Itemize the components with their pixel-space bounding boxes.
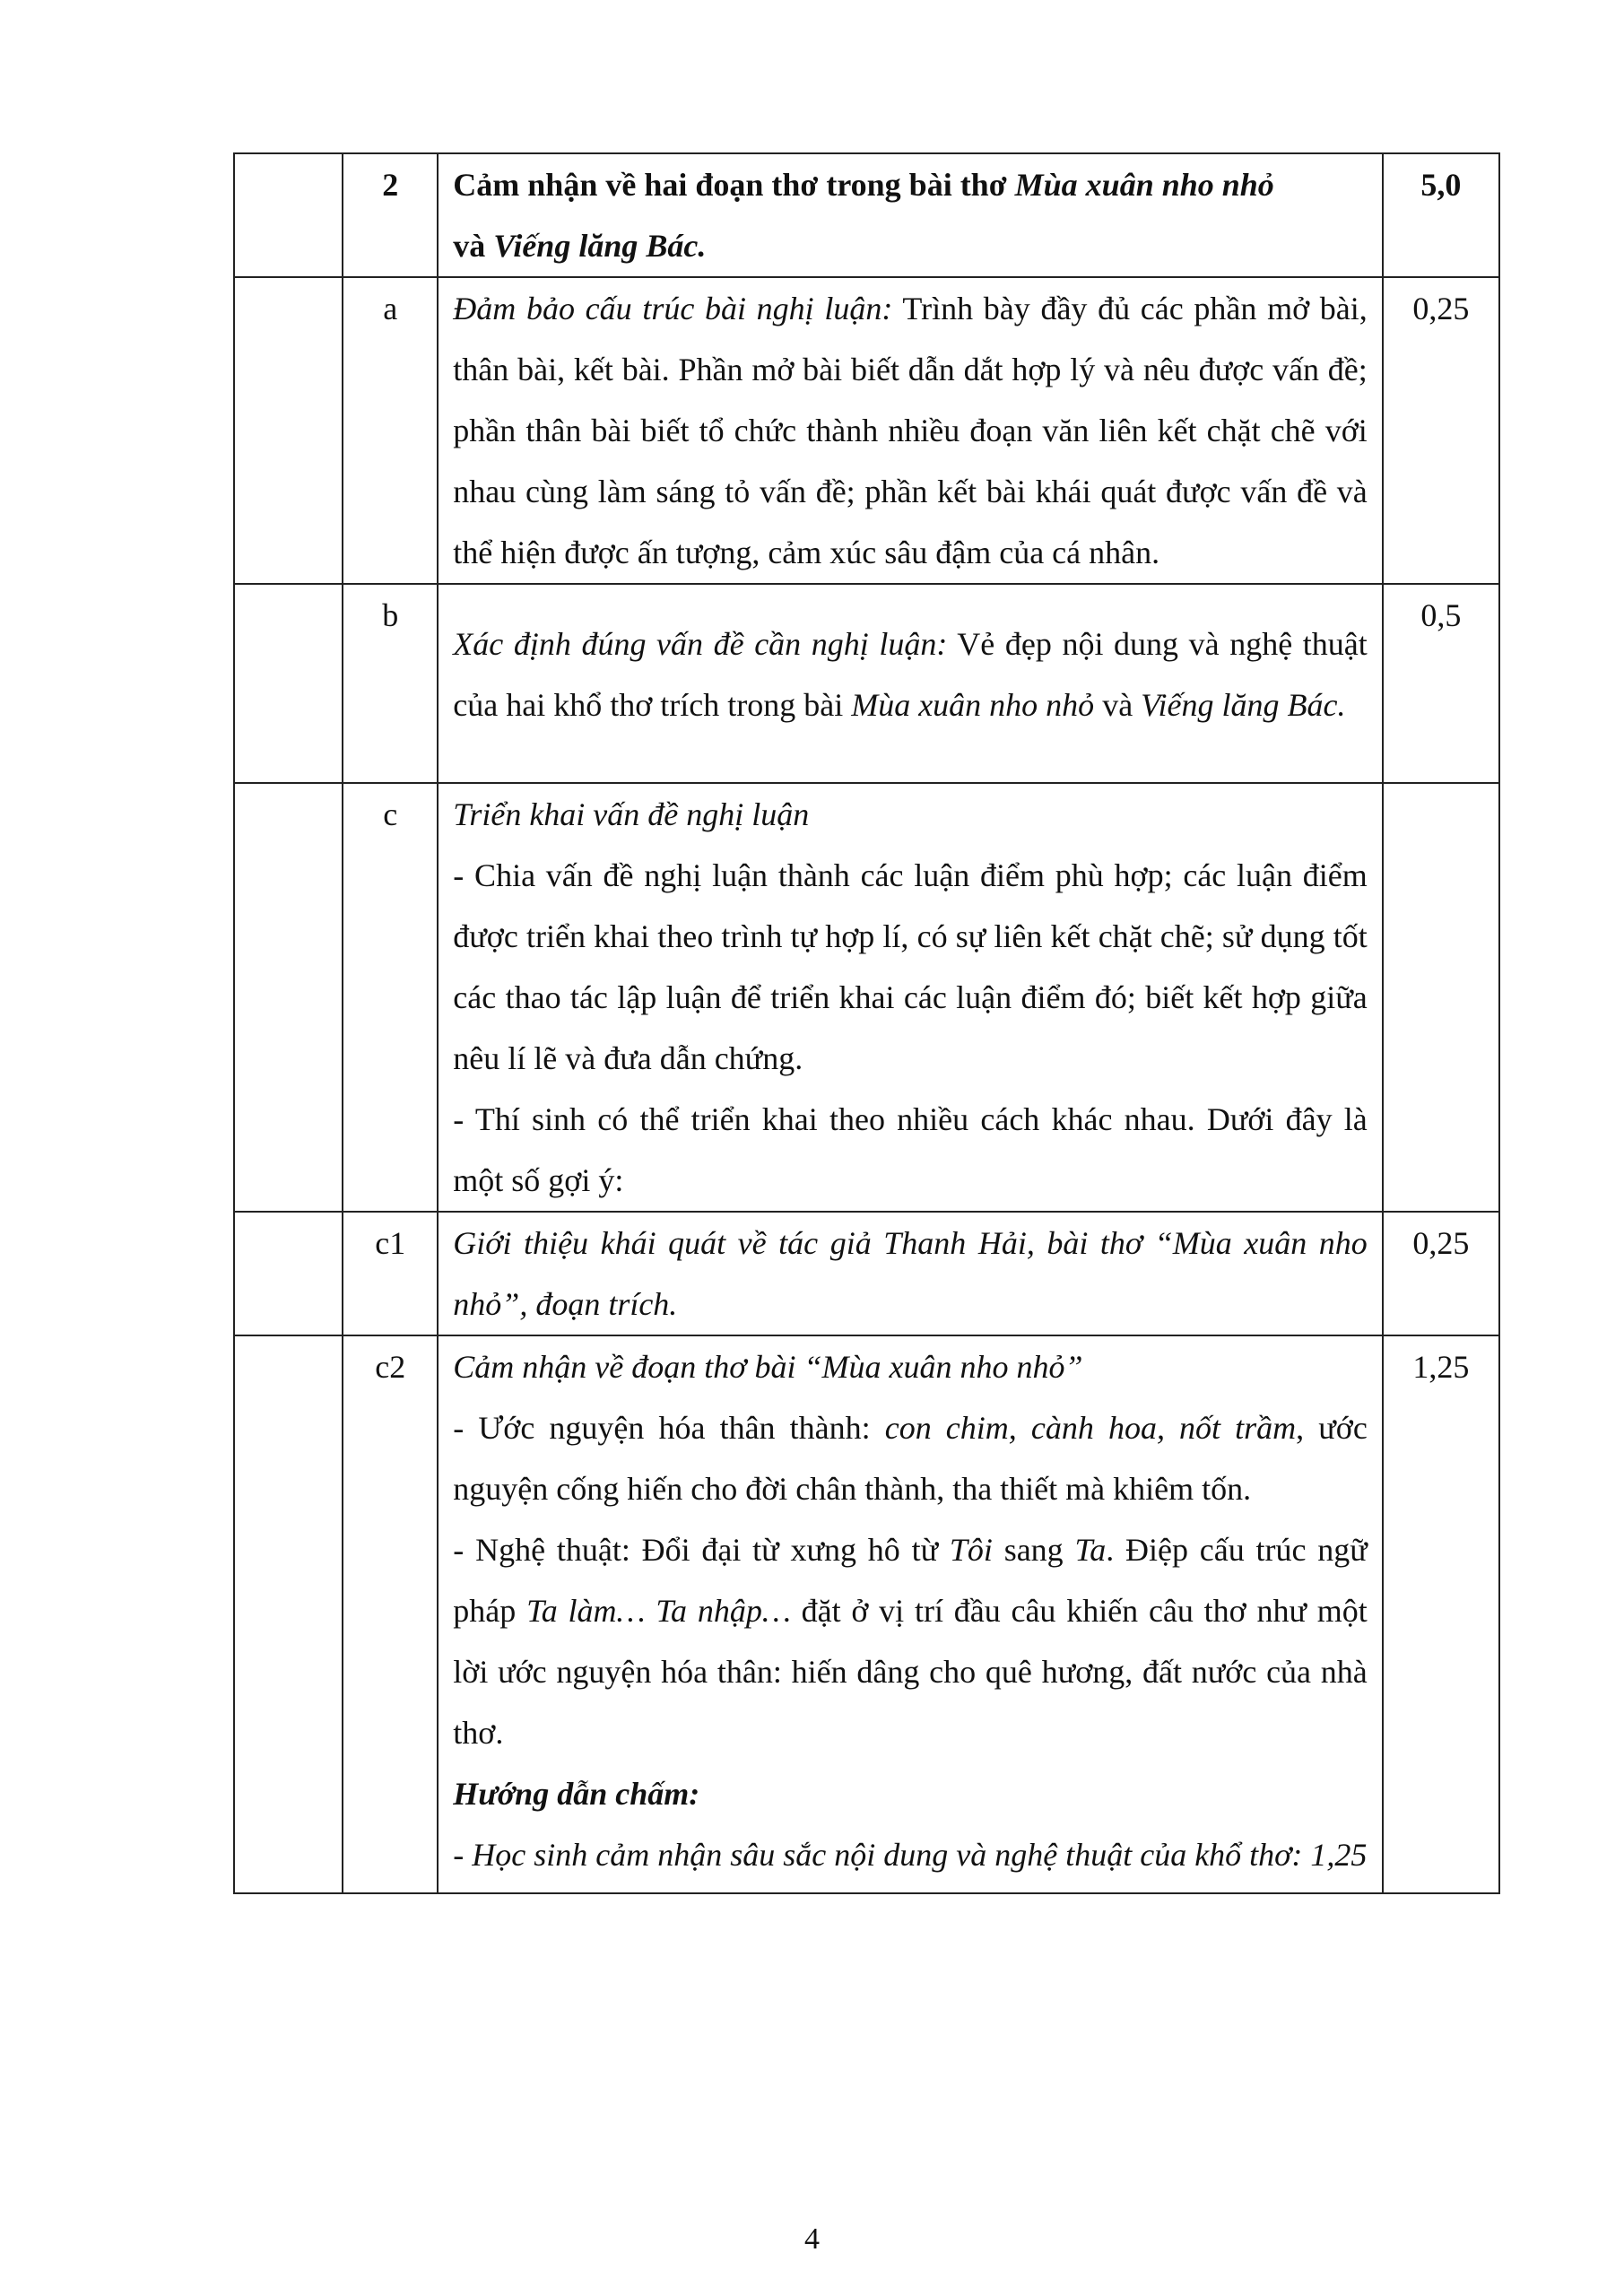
text-run-italic: con chim, cành hoa, nốt trầm — [884, 1410, 1297, 1446]
score-cell: 5,0 — [1383, 153, 1499, 277]
text-run: sang — [992, 1532, 1075, 1568]
title-poem-1: Mùa xuân nho nhỏ — [1014, 167, 1274, 203]
criteria-develop — [438, 783, 1382, 1212]
page-number: 4 — [804, 2222, 820, 2256]
table-row-a — [234, 277, 1499, 584]
criteria-intro: Giới thiệu khái quát về tác giả Thanh Hải, bài thơ “Mùa xuân nho nhỏ”, đoạn trích. — [438, 1212, 1382, 1335]
row-label: c2 — [343, 1335, 438, 1893]
empty-cell — [234, 1335, 343, 1893]
text-run: đặt ở vị trí đầu câu khiến câu thơ như một lời ước nguyện hóa thân: hiến dâng cho quê hương, đất nước của nhà thơ. — [453, 1593, 1368, 1751]
text-run: , ước nguyện cống hiến cho đời chân thành, tha thiết mà khiêm tốn. — [453, 1410, 1368, 1507]
text-run: . Điệp cấu trúc ngữ pháp — [453, 1532, 1368, 1629]
text-run-italic: Ta — [1074, 1532, 1107, 1568]
row-label: c1 — [343, 1212, 438, 1335]
analysis-paragraph-1 — [453, 1397, 1367, 1519]
question-title — [438, 153, 1382, 277]
grading-guide-title: Hướng dẫn chấm: — [453, 1776, 700, 1812]
criteria-lead: Cảm nhận về đoạn thơ bài “Mùa xuân nho nhỏ” — [453, 1349, 1083, 1385]
analysis-paragraph-2 — [453, 1519, 1367, 1763]
text-run-italic: Tôi — [949, 1532, 993, 1568]
score-cell: 0,25 — [1383, 277, 1499, 584]
criteria-issue — [438, 584, 1382, 783]
empty-cell — [234, 783, 343, 1212]
empty-cell — [234, 153, 343, 277]
criteria-paragraph-2: - Thí sinh có thể triển khai theo nhiều cách khác nhau. Dưới đây là một số gợi ý: — [453, 1101, 1368, 1198]
score-cell: 1,25 — [1383, 1335, 1499, 1893]
title-prefix: Cảm nhận về hai đoạn thơ trong bài thơ — [453, 167, 1015, 203]
table-row-c1 — [234, 1212, 1499, 1335]
empty-cell — [234, 1212, 343, 1335]
criteria-lead: Xác định đúng vấn đề cần nghị luận: — [453, 626, 948, 662]
criteria-text: Trình bày đầy đủ các phần mở bài, thân bài, kết bài. Phần mở bài biết dẫn dắt hợp lý và nêu được vấn đề; phần thân bài biết tổ chức thành nhiều đoạn văn liên kết chặt chẽ với nhau cùng làm sáng tỏ vấn đề; phần kết bài khái quát được vấn đề và thể hiện được ấn tượng, cảm xúc sâu đậm của cá nhân. — [453, 291, 1368, 570]
row-label: 2 — [343, 153, 438, 277]
empty-cell — [234, 584, 343, 783]
criteria-analysis — [438, 1335, 1382, 1893]
row-label: b — [343, 584, 438, 783]
poem-title-2: Viếng lăng Bác. — [1141, 687, 1346, 723]
table-row-c2 — [234, 1335, 1499, 1893]
poem-title-1: Mùa xuân nho nhỏ — [851, 687, 1095, 723]
criteria-text-1: Vẻ đẹp nội dung và nghệ thuật của hai khổ thơ trích trong bài — [453, 626, 1368, 723]
criteria-structure — [438, 277, 1382, 584]
row-label: c — [343, 783, 438, 1212]
criteria-lead: Đảm bảo cấu trúc bài nghị luận: — [453, 291, 893, 326]
grading-guide-text: - Học sinh cảm nhận sâu sắc nội dung và nghệ thuật của khổ thơ: 1,25 — [453, 1837, 1368, 1873]
score-cell: 0,25 — [1383, 1212, 1499, 1335]
title-poem-2: Viếng lăng Bác. — [493, 228, 707, 264]
title-mid: và — [453, 228, 494, 264]
empty-cell — [234, 277, 343, 584]
criteria-paragraph-1: - Chia vấn đề nghị luận thành các luận điểm phù hợp; các luận điểm được triển khai theo trình tự hợp lí, có sự liên kết chặt chẽ; sử dụng tốt các thao tác lập luận để triển khai các luận điểm đó; biết kết hợp giữa nêu lí lẽ và đưa dẫn chứng. — [453, 857, 1368, 1076]
text-run: - Nghệ thuật: Đổi đại từ xưng hô từ — [453, 1532, 950, 1568]
text-run: - Ước nguyện hóa thân thành: — [453, 1410, 885, 1446]
score-cell: 0,5 — [1383, 584, 1499, 783]
grading-table — [233, 152, 1500, 1894]
row-label: a — [343, 277, 438, 584]
table-row-c — [234, 783, 1499, 1212]
table-row-question-2 — [234, 153, 1499, 277]
table-row-b — [234, 584, 1499, 783]
score-cell — [1383, 783, 1499, 1212]
text-run-italic: Ta làm… Ta nhập… — [526, 1593, 791, 1629]
criteria-text-2: và — [1094, 687, 1142, 723]
criteria-lead: Triển khai vấn đề nghị luận — [453, 796, 810, 832]
